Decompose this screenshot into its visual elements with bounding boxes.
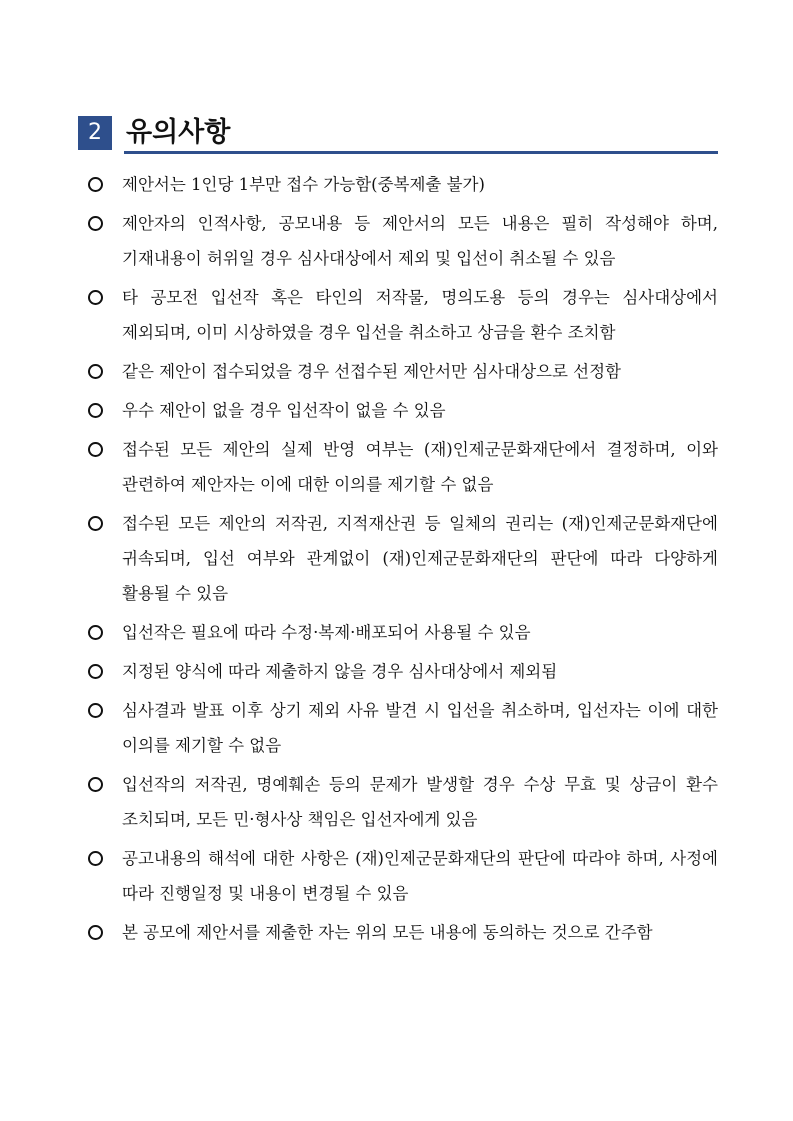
- section-number-badge: 2: [78, 116, 112, 150]
- notice-item: [88, 693, 718, 763]
- open-circle-bullet-icon: [88, 625, 103, 640]
- open-circle-bullet-icon: [88, 403, 103, 418]
- open-circle-bullet-icon: [88, 177, 103, 192]
- open-circle-bullet-icon: [88, 216, 103, 231]
- notice-item: [88, 354, 718, 389]
- open-circle-bullet-icon: [88, 703, 103, 718]
- notice-item: [88, 393, 718, 428]
- notice-text: 지정된 양식에 따라 제출하지 않을 경우 심사대상에서 제외됨: [122, 662, 558, 681]
- notice-text: 본 공모에 제안서를 제출한 자는 위의 모든 내용에 동의하는 것으로 간주함: [122, 923, 653, 942]
- notice-text: 제안서는 1인당 1부만 접수 가능함(중복제출 불가): [122, 175, 485, 194]
- open-circle-bullet-icon: [88, 925, 103, 940]
- open-circle-bullet-icon: [88, 516, 103, 531]
- notice-text: 제안자의 인적사항, 공모내용 등 제안서의 모든 내용은 필히 작성해야 하며, 기재내용이 허위일 경우 심사대상에서 제외 및 입선이 취소될 수 있음: [122, 214, 718, 268]
- section-header: [78, 116, 718, 154]
- notice-text: 타 공모전 입선작 혹은 타인의 저작물, 명의도용 등의 경우는 심사대상에서 제외되며, 이미 시상하였을 경우 입선을 취소하고 상금을 환수 조치함: [122, 288, 718, 342]
- notice-item: [88, 841, 718, 911]
- notice-item: [88, 654, 718, 689]
- notice-item: [88, 915, 718, 950]
- notice-list: [88, 167, 718, 954]
- notice-text: 접수된 모든 제안의 실제 반영 여부는 (재)인제군문화재단에서 결정하며, 이와 관련하여 제안자는 이에 대한 이의를 제기할 수 없음: [122, 440, 718, 494]
- notice-text: 심사결과 발표 이후 상기 제외 사유 발견 시 입선을 취소하며, 입선자는 이에 대한 이의를 제기할 수 없음: [122, 701, 718, 755]
- notice-item: [88, 167, 718, 202]
- open-circle-bullet-icon: [88, 851, 103, 866]
- open-circle-bullet-icon: [88, 364, 103, 379]
- notice-text: 공고내용의 해석에 대한 사항은 (재)인제군문화재단의 판단에 따라야 하며, 사정에 따라 진행일정 및 내용이 변경될 수 있음: [122, 849, 718, 903]
- notice-text: 접수된 모든 제안의 저작권, 지적재산권 등 일체의 권리는 (재)인제군문화재단에 귀속되며, 입선 여부와 관계없이 (재)인제군문화재단의 판단에 따라 다양하게 활용될 수 있음: [122, 514, 718, 603]
- notice-text: 입선작은 필요에 따라 수정·복제·배포되어 사용될 수 있음: [122, 623, 531, 642]
- notice-item: [88, 615, 718, 650]
- open-circle-bullet-icon: [88, 664, 103, 679]
- notice-text: 같은 제안이 접수되었을 경우 선접수된 제안서만 심사대상으로 선정함: [122, 362, 621, 381]
- open-circle-bullet-icon: [88, 290, 103, 305]
- notice-item: [88, 767, 718, 837]
- notice-text: 우수 제안이 없을 경우 입선작이 없을 수 있음: [122, 401, 446, 420]
- open-circle-bullet-icon: [88, 777, 103, 792]
- notice-item: [88, 432, 718, 502]
- notice-item: [88, 206, 718, 276]
- notice-item: [88, 506, 718, 611]
- section-title-underline: [124, 151, 718, 154]
- section-title: 유의사항: [126, 117, 231, 148]
- notice-text: 입선작의 저작권, 명예훼손 등의 문제가 발생할 경우 수상 무효 및 상금이 환수 조치되며, 모든 민·형사상 책임은 입선자에게 있음: [122, 775, 718, 829]
- notice-item: [88, 280, 718, 350]
- open-circle-bullet-icon: [88, 442, 103, 457]
